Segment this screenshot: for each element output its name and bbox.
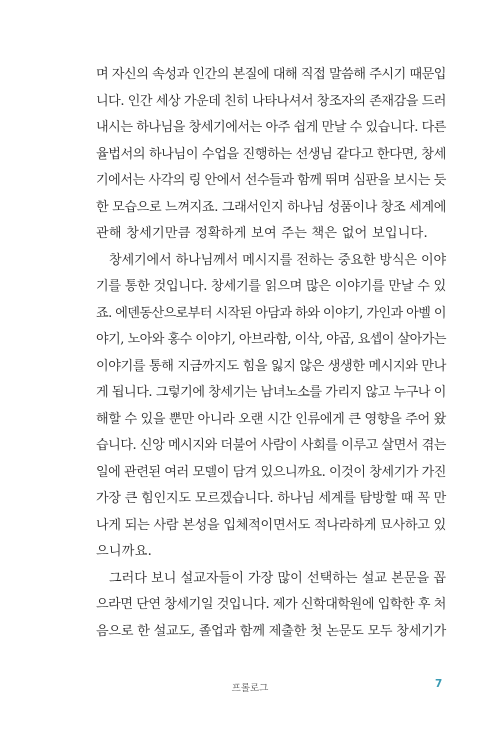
- text-line: 죠. 에덴동산으로부터 시작된 아담과 하와 이야기, 가인과 아벨 이: [96, 305, 446, 321]
- text-line: 일에 관련된 여러 모델이 담겨 있으니까요. 이것이 창세기가 가진: [96, 464, 446, 480]
- text-line: 관해 창세기만큼 정확하게 보여 주는 책은 없어 보입니다.: [96, 226, 428, 241]
- text-line: 기를 통한 것입니다. 창세기를 읽으며 많은 이야기를 만날 수 있: [96, 279, 446, 294]
- paragraph-3: [96, 566, 446, 646]
- text-line: 야기, 노아와 홍수 이야기, 아브라함, 이삭, 야곱, 요셉이 살아가는: [96, 332, 446, 347]
- text-line: 으니까요.: [96, 544, 153, 559]
- text-line: 기에서는 사각의 링 안에서 선수들과 함께 뛰며 심판을 보시는 듯: [96, 173, 446, 188]
- text-line: 나게 되는 사람 본성을 입체적이면서도 적나라하게 묘사하고 있: [96, 517, 446, 533]
- text-line: 창세기에서 하나님께서 메시지를 전하는 중요한 방식은 이야: [109, 252, 446, 268]
- text-line: 그러다 보니 설교자들이 가장 많이 선택하는 설교 본문을 꼽: [109, 570, 446, 586]
- paragraph-1: [96, 62, 446, 248]
- text-line: 습니다. 신앙 메시지와 더불어 사람이 사회를 이루고 살면서 겪는: [96, 438, 446, 453]
- text-line: 해할 수 있을 뿐만 아니라 오랜 시간 인류에게 큰 영향을 주어 왔: [96, 411, 446, 427]
- text-line: 음으로 한 설교도, 졸업과 함께 제출한 첫 논문도 모두 창세기가: [96, 623, 446, 639]
- text-line: 한 모습으로 느껴지죠. 그래서인지 하나님 성품이나 창조 세계에: [96, 199, 446, 215]
- text-line: 니다. 인간 세상 가운데 친히 나타나셔서 창조자의 존재감을 드러: [96, 93, 446, 109]
- text-line: 으라면 단연 창세기일 것입니다. 제가 신학대학원에 입학한 후 처: [96, 597, 446, 612]
- text-line: 이야기를 통해 지금까지도 힘을 잃지 않은 생생한 메시지와 만나: [96, 358, 446, 374]
- text-line: 며 자신의 속성과 인간의 본질에 대해 직접 말씀해 주시기 때문입: [96, 67, 446, 82]
- text-line: 가장 큰 힘인지도 모르겠습니다. 하나님 세계를 탐방할 때 꼭 만: [96, 491, 446, 506]
- text-line: 게 됩니다. 그렇기에 창세기는 남녀노소를 가리지 않고 누구나 이: [96, 385, 446, 400]
- text-line: 율법서의 하나님이 수업을 진행하는 선생님 같다고 한다면, 창세: [96, 146, 446, 162]
- running-footer-title: 프롤로그: [231, 683, 269, 694]
- paragraph-2: [96, 248, 446, 566]
- page-number: 7: [435, 678, 443, 690]
- text-line: 내시는 하나님을 창세기에서는 아주 쉽게 만날 수 있습니다. 다른: [96, 120, 446, 135]
- body-text: [96, 62, 446, 645]
